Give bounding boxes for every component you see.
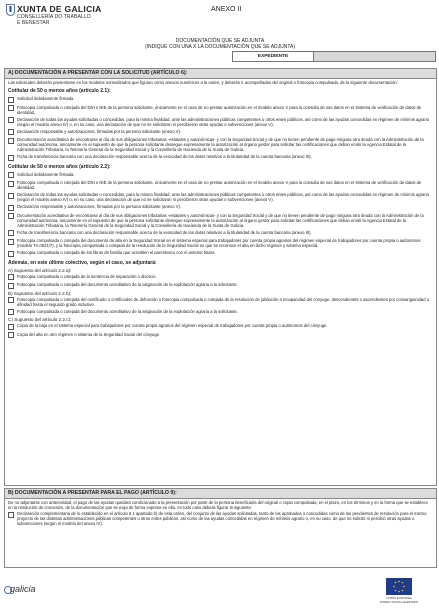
checkbox[interactable] [8, 332, 14, 338]
checklist-item [5, 297, 436, 307]
checklist-item-text: Fotocopia compulsada o cotejada del documento acreditativo de la asignación de la explotación agraria a la solicitante. [17, 308, 238, 314]
checkbox[interactable] [8, 181, 14, 187]
checkbox[interactable] [8, 117, 14, 123]
expediente-field [232, 51, 436, 62]
checklist-item [5, 238, 436, 248]
checklist-item-text: Fotocopia compulsada o cotejada del DNI o NIE de la persona solicitante, únicamente en el caso de no prestar autorización en el modelo anexo V para la consulta de sus datos en el Sistema de verificación de datos de identidad. [17, 180, 422, 190]
checklist-item-text: Copia del alta en otro régimen o sistema de la Seguridad Social del cónyuge. [17, 331, 161, 337]
case-b-list [5, 297, 436, 316]
case-c-list [5, 323, 436, 338]
checklist-item [5, 105, 436, 115]
checkbox[interactable] [8, 155, 14, 161]
checkbox[interactable] [8, 324, 14, 330]
checkbox[interactable] [8, 213, 14, 219]
section-b-list [5, 511, 436, 526]
checklist-item-text: Fotocopia compulsada o cotejada del documento acreditativo de la asignación de la explotación agraria a la solicitante. [17, 282, 238, 287]
checklist-item [5, 250, 436, 257]
group2-list [5, 172, 436, 257]
checkbox[interactable] [8, 309, 14, 315]
group2-title: Cotitular de 50 o menos años (artículo 2.2): [8, 163, 111, 170]
page-header [6, 4, 434, 34]
checklist-item-text: Declaración responsable y autorizaciones, firmadas por la persona solicitante (anexo V). [17, 204, 182, 209]
page-footer [0, 574, 439, 615]
checkbox[interactable] [8, 129, 14, 135]
case-b-title: B) Supuesto del artículo 2.2.b): [8, 290, 72, 296]
case-c-title: C) Supuesto del artículo 2.2.c): [8, 317, 72, 322]
expediente-input[interactable] [314, 52, 435, 61]
checklist-item [5, 154, 436, 161]
eu-flag-icon [386, 578, 412, 595]
case-a-list [5, 274, 436, 289]
checkbox[interactable] [8, 251, 14, 257]
checklist-item [5, 282, 436, 289]
checklist-item-text: Copia de la baja en el sistema especial para trabajadores por cuenta propia agrarios del régimen especial de trabajadores por cuenta propia o autónomos del cónyuge. [17, 323, 328, 328]
checklist-item-text: Declaración de todas las ayudas solicitadas o concedidas, para la misma finalidad, ante las administraciones públicas competentes u otros entes públicos, así como de las ayudas concedidas en régimen de mínimis agrario (según el modelo anexo IV) o, en su caso, una declaración de que no se solicitaron ni percibieron otras ayudas o subvenciones (anexo V). [17, 116, 429, 127]
section-b-heading: B) DOCUMENTACIÓN A PRESENTAR PARA EL PAGO (ARTÍCULO 9): [5, 489, 436, 499]
checklist-item-text: Documentación acreditativa de encontrarse al día de sus obligaciones tributarias -estatales y autonómicas- y con la Seguridad Social y de que no tienen pendiente de pago ninguna otra deuda con la Administración de la comunidad autónoma, únicamente en el supuesto de que la persona solicitante deniegue expresamente la autorización al órgano gestor para solicitar las certificaciones que deban emitir la Agencia Estatal de la Administración Tributaria, la Tesorería General de la Seguridad Social y la Consellería de Hacienda de la Xunta de Galicia. [17, 137, 424, 152]
checklist-item-text: Declaración de todas las ayudas solicitadas o concedidas, para la misma finalidad, ante las administraciones públicas competentes u otros entes públicos, así como de las ayudas concedidas en régimen de mínimis agrario (según el modelo anexo IV) o, en su caso, una declaración de que no se solicitaron ni percibieron otras ayudas o subvenciones (anexo V). [17, 192, 429, 202]
checkbox[interactable] [8, 512, 14, 518]
section-a [4, 68, 437, 486]
checklist-item [5, 180, 436, 190]
checklist-item [5, 204, 436, 211]
checklist-item [5, 323, 436, 330]
checklist-item-text: Documentación acreditativa de encontrarse al día de sus obligaciones tributarias -estatales y autonómicas- y con la Seguridad Social y de que no tienen pendiente de pago ninguna otra deuda con la Administración de la comunidad autónoma, únicamente en el supuesto de que la persona solicitante deniegue expresamente la autorización al órgano gestor para solicitar las certificaciones que deban emitir la Agencia Estatal de la Administración Tributaria, la Tesorería General de la Seguridad Social y la Consellería de Hacienda de la Xunta de Galicia. [17, 212, 424, 228]
checklist-item [5, 96, 436, 103]
checklist-item-text: Ficha de transferencia bancaria con una declaración responsable acerca de la veracidad de los datos relativos a la titularidad de la cuenta bancaria (anexo III). [17, 229, 312, 235]
checklist-item [5, 230, 436, 237]
checkbox[interactable] [8, 205, 14, 211]
checklist-item-text: Solicitud debidamente firmada. [17, 171, 75, 177]
checklist-item-text: Fotocopia compulsada o cotejada del DNI o NIE de la persona solicitante, únicamente en el caso de no prestar autorización en el modelo anexo V para la consulta de sus datos en el Sistema de verificación de datos de identidad. [17, 104, 422, 115]
checklist-item-text: Solicitud debidamente firmada. [17, 96, 75, 101]
section-a-intro: Las solicitudes deberán presentarse en los modelos normalizados que figuran como anexos numéricos a la orden, y deberán ir acompañadas del original o fotocopia compulsada, de la siguiente documentación: [8, 80, 398, 85]
checklist-item [5, 511, 436, 526]
checkbox[interactable] [8, 97, 14, 103]
checkbox[interactable] [8, 230, 14, 236]
checklist-item [5, 309, 436, 316]
checklist-item [5, 192, 436, 202]
checklist-item-text: Fotocopia compulsada o cotejada de los libros de familia que acrediten el parentesco con el anterior titular. [17, 250, 216, 255]
checklist-item-text: Ficha de transferencia bancaria con una declaración responsable acerca de la veracidad de los datos relativos a la titularidad de la cuenta bancaria (anexo III). [17, 154, 312, 159]
document-title: DOCUMENTACIÓN QUE SE ADJUNTA (INDIQUE CON UNA X LA DOCUMENTACIÓN QUE SE ADJUNTA) [144, 38, 296, 50]
checklist-item-text: Fotocopia compulsada o cotejada del certificado o certificados de defunción o fotocopia compulsada o cotejada de la resolución de jubilación o incapacidad del cónyuge, descendientes o ascendientes por consanguinidad o afinidad hasta el segundo grado inclusive. [17, 296, 430, 307]
checkbox[interactable] [8, 274, 14, 280]
xunta-shield-icon [6, 4, 15, 16]
group1-list [5, 96, 436, 161]
checklist-item [5, 117, 436, 127]
checkbox[interactable] [8, 239, 14, 245]
section-b [4, 488, 437, 568]
also-title: Además, en este último colectivo, según el caso, se adjuntará: [8, 259, 157, 266]
checklist-item [5, 137, 436, 152]
case-a-title: A) Supuesto del artículo 2.2.a): [8, 267, 72, 273]
checklist-item [5, 274, 436, 281]
checkbox[interactable] [8, 138, 14, 144]
checklist-item-text: Declaración complementaria de lo establecido en el artículo 6.1 apartado b) de esta orden, del conjunto de las ayudas solicitadas, tanto de las aprobadas o concedidas como de las pendientes de resolución para el mismo proyecto de las distintas administraciones públicas competentes u otros entes públicos, así como de las ayudas concedidas en régimen de mínimis agrario o, en su caso, de que no solicitó ni percibió otras ayudas o subvenciones (según el modelo del anexo IV). [17, 511, 427, 526]
org-department: CONSELLERÍA DO TRABALLO E BENESTAR [17, 14, 91, 26]
anexo-label: ANEXO II [211, 6, 242, 13]
checklist-item [5, 129, 436, 136]
checklist-item-text: Fotocopia compulsada o cotejada del documento de alta en la Seguridad Social en el sistema especial para trabajadores por cuenta propia agrarios del régimen especial de trabajadores por cuenta propia o autónomos (modelo TA.0521/7), y la fotocopia compulsada o cotejada de la resolución de la Seguridad Social en que se reconoce el alta en dicho régimen y sistema especial. [17, 238, 421, 248]
expediente-label: EXPEDIENTE [233, 52, 314, 61]
checklist-item [5, 332, 436, 339]
checkbox[interactable] [8, 172, 14, 178]
checklist-item [5, 172, 436, 179]
galicia-logo-text: galicia [10, 584, 36, 594]
checkbox[interactable] [8, 297, 14, 303]
section-b-intro: De no adjuntarse con anterioridad, el pago de las ayudas quedará condicionado a la presentación por parte de la persona beneficiaria del original o copia compulsada, en el plazo, en los términos y en la forma que se establece en la resolución de concesión, de la documentación que se exija de forma expresa en ella, en todo caso deberá figurar la siguiente: [8, 500, 428, 510]
checklist-item-text: Fotocopia compulsada o cotejada de la sentencia de separación o divorcio. [17, 273, 157, 279]
checkbox[interactable] [8, 283, 14, 289]
group1-title: Cotitular de 50 o menos años (artículo 2.1): [8, 88, 111, 94]
checklist-item-text: Declaración responsable y autorizaciones, firmadas por la persona solicitante (anexo V). [17, 128, 182, 134]
checklist-item [5, 213, 436, 228]
checkbox[interactable] [8, 105, 14, 111]
checkbox[interactable] [8, 193, 14, 199]
eu-caption: UNIÓN EUROPEA FONDO SOCIAL EUROPEO [379, 596, 419, 604]
org-name: XUNTA DE GALICIA [17, 4, 102, 14]
section-a-heading: A) DOCUMENTACIÓN A PRESENTAR CON LA SOLICITUD (ARTÍCULO 6): [5, 69, 436, 79]
